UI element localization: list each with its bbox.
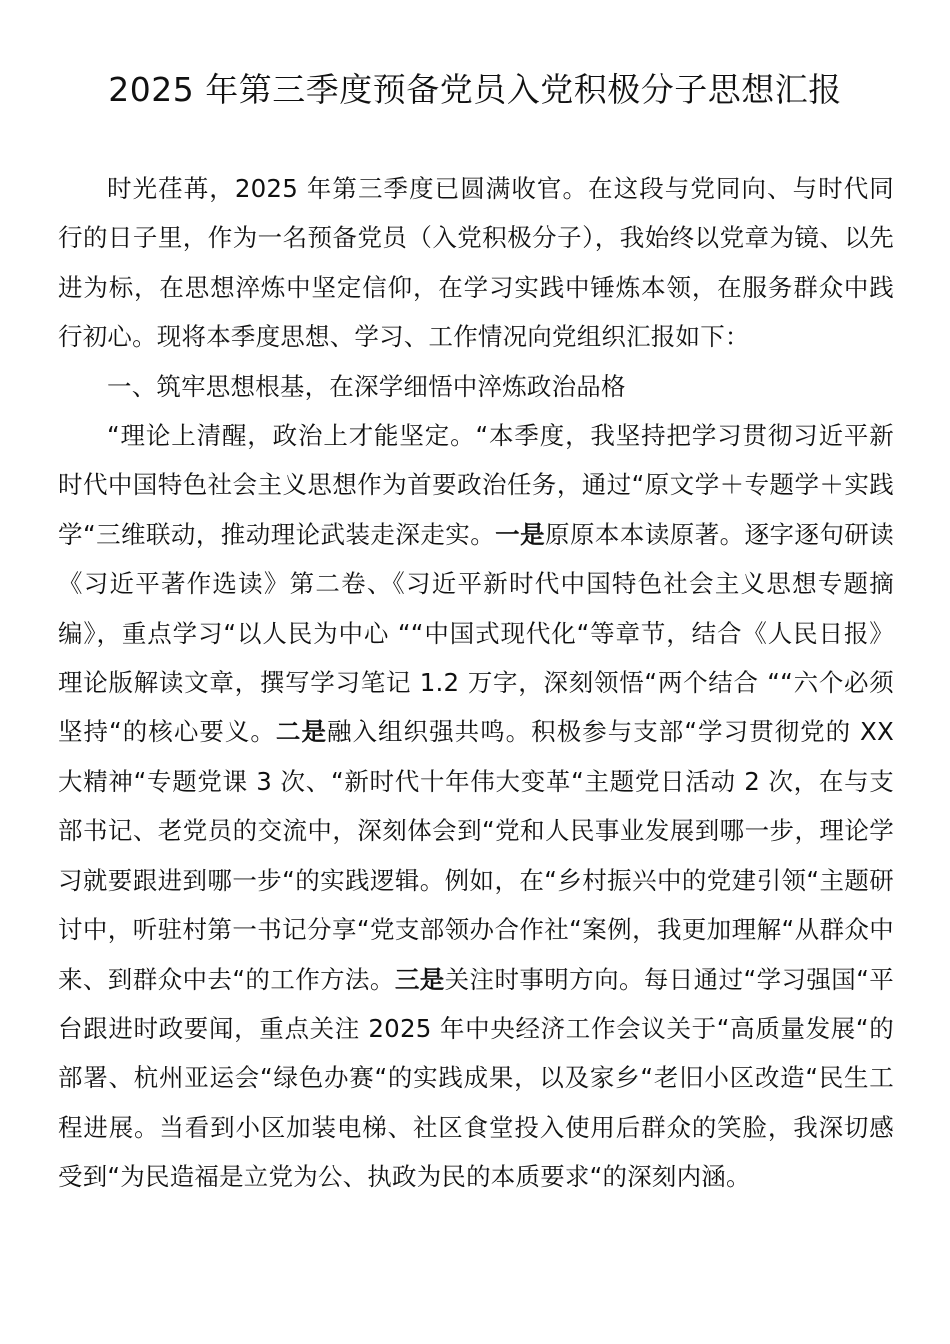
- section-lead: “理论上清醒，政治上才能坚定。“本季度，我坚持把学习贯彻习近平新时代中国特色社会主义思想作为首要政治任务，通过“原文学＋专题学＋实践学“三维联动，推动理论武装走深走实。: [58, 421, 894, 549]
- point-text-2: 融入组织强共鸣。积极参与支部“学习贯彻党的 XX 大精神“专题党课 3 次、“新时代十年伟大变革“主题党日活动 2 次，在与支部书记、老党员的交流中，深刻体会到“党和人民事业发展到哪一步，理论学习就要跟进到哪一步“的实践逻辑。例如，在“乡村振兴中的党建引领“主题研讨中，听驻村第一书记分享“党支部领办合作社“案例，我更加理解“从群众中来、到群众中去“的工作方法。: [58, 717, 894, 994]
- section-paragraph: [58, 411, 894, 1202]
- section-heading: 一、筑牢思想根基，在深学细悟中淬炼政治品格: [107, 371, 626, 401]
- point-text-1: 原原本本读原著。逐字逐句研读《习近平著作选读》第二卷、《习近平新时代中国特色社会主义思想专题摘编》，重点学习“以人民为中心 ““中国式现代化“等章节，结合《人民日报》理论版解读文章，撰写学习笔记 1.2 万字，深刻领悟“两个结合 ““六个必须坚持“的核心要义。: [58, 519, 894, 747]
- point-label-3: 三是: [394, 964, 445, 994]
- point-label-1: 一是: [495, 519, 546, 549]
- document-body: [58, 164, 894, 1202]
- point-text-3: 关注时事明方向。每日通过“学习强国“平台跟进时政要闻，重点关注 2025 年中央经济工作会议关于“高质量发展“的部署、杭州亚运会“绿色办赛“的实践成果，以及家乡“老旧小区改造“民生工程进展。当看到小区加装电梯、社区食堂投入使用后群众的笑脸，我深切感受到“为民造福是立党为公、执政为民的本质要求“的深刻内涵。: [58, 964, 894, 1192]
- point-label-2: 二是: [275, 717, 327, 747]
- document-title: 2025 年第三季度预备党员入党积极分子思想汇报: [108, 70, 842, 109]
- intro-paragraph: 时光荏苒，2025 年第三季度已圆满收官。在这段与党同向、与时代同行的日子里，作为一名预备党员（入党积极分子），我始终以党章为镜、以先进为标，在思想淬炼中坚定信仰，在学习实践中锤炼本领，在服务群众中践行初心。现将本季度思想、学习、工作情况向党组织汇报如下：: [58, 174, 894, 352]
